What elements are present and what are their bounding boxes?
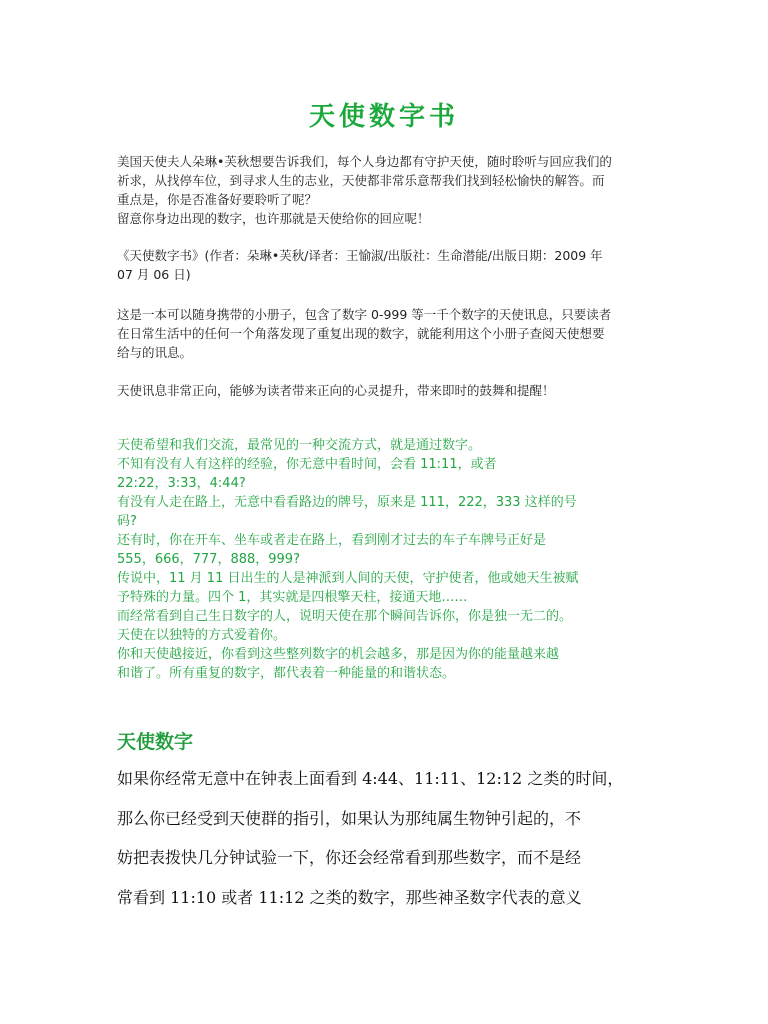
body-line: 妨把表拨快几分钟试验一下，你还会经常看到那些数字，而不是经 <box>117 848 582 867</box>
description-line: 给与的讯息。 <box>117 345 193 360</box>
green-line: 予特殊的力量。四个 1，其实就是四根擎天柱，接通天地…… <box>117 590 468 605</box>
green-line: 码? <box>117 514 137 529</box>
green-line: 有没有人走在路上，无意中看看路边的牌号，原来是 111，222，333 这样的号 <box>117 495 577 510</box>
intro-paragraph <box>117 152 657 228</box>
intro-line: 美国天使夫人朵琳•芙秋想要告诉我们，每个人身边都有守护天使，随时聆听与回应我们的 <box>117 154 612 169</box>
book-info-paragraph <box>117 246 657 284</box>
book-info-line: 07 月 06 日) <box>117 267 191 282</box>
green-line: 天使希望和我们交流，最常见的一种交流方式，就是通过数字。 <box>117 438 482 453</box>
intro-line: 留意你身边出现的数字，也许那就是天使给你的回应呢！ <box>117 211 430 226</box>
body-line: 常看到 11:10 或者 11:12 之类的数字，那些神圣数字代表的意义 <box>117 887 582 907</box>
green-paragraph <box>117 436 657 683</box>
body-line: 那么你已经受到天使群的指引，如果认为那纯属生物钟引起的，不 <box>117 808 582 828</box>
description-line: 这是一本可以随身携带的小册子，包含了数字 0-999 等一千个数字的天使讯息，只要读者 <box>117 307 612 322</box>
body-line: 如果你经常无意中在钟表上面看到 4:44、11:11、12:12 之类的时间， <box>117 769 624 788</box>
green-line: 不知有没有人有这样的经验，你无意中看时间，会看 11:11，或者 <box>117 457 497 472</box>
book-info-line: 《天使数字书》(作者：朵琳•芙秋/译者：王愉淑/出版社：生命潜能/出版日期：2009 年 <box>117 248 603 263</box>
intro-line: 重点是，你是否准备好要聆听了呢？ <box>117 192 318 207</box>
green-line: 还有时，你在开车、坐车或者走在路上，看到刚才过去的车子车牌号正好是 <box>117 533 547 548</box>
description-paragraph <box>117 305 657 362</box>
green-line: 而经常看到自己生日数字的人，说明天使在那个瞬间告诉你，你是独一无二的。 <box>117 609 573 624</box>
section-heading: 天使数字 <box>117 731 194 753</box>
positive-paragraph <box>117 381 657 400</box>
body-paragraph <box>117 759 657 917</box>
green-line: 传说中，11 月 11 日出生的人是神派到人间的天使，守护使者，他或她天生被赋 <box>117 571 579 586</box>
green-line: 22:22，3:33，4:44? <box>117 476 246 491</box>
green-line: 你和天使越接近，你看到这些整列数字的机会越多，那是因为你的能量越来越 <box>117 647 560 662</box>
green-line: 和谐了。所有重复的数字，都代表着一种能量的和谐状态。 <box>117 666 456 681</box>
positive-line: 天使讯息非常正向，能够为读者带来正向的心灵提升，带来即时的鼓舞和提醒！ <box>117 383 555 398</box>
intro-line: 祈求，从找停车位，到寻求人生的志业，天使都非常乐意帮我们找到轻松愉快的解答。而 <box>117 173 605 188</box>
description-line: 在日常生活中的任何一个角落发现了重复出现的数字，就能利用这个小册子查阅天使想要 <box>117 326 605 341</box>
green-line: 天使在以独特的方式爱着你。 <box>117 628 287 643</box>
green-line: 555，666，777，888，999? <box>117 552 300 567</box>
page-title: 天使数字书 <box>308 102 459 132</box>
